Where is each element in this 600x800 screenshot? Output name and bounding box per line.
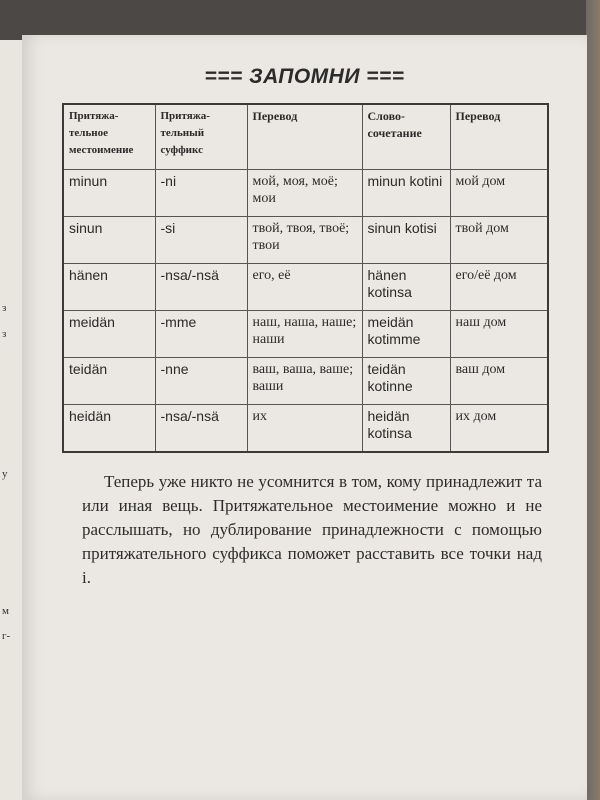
background-right-edge: [586, 0, 600, 800]
left-page-fragment: у: [2, 468, 8, 480]
left-page-fragment: г-: [2, 630, 11, 642]
cell-phrase: hänen kotinsa: [362, 264, 450, 311]
cell-phrase-translation: наш дом: [450, 311, 548, 358]
header-phrase-translation: Перевод: [450, 104, 548, 170]
left-page-edge: [0, 40, 23, 800]
cell-translation: ваш, ваша, ваше; ваши: [247, 358, 362, 405]
cell-translation: их: [247, 405, 362, 453]
cell-translation: его, её: [247, 264, 362, 311]
cell-pronoun: minun: [63, 170, 155, 217]
cell-phrase: heidän kotinsa: [362, 405, 450, 453]
cell-pronoun: teidän: [63, 358, 155, 405]
header-pronoun: Притяжа-тельное местоимение: [63, 104, 155, 170]
book-page: [22, 35, 587, 800]
cell-pronoun: sinun: [63, 217, 155, 264]
table-header-row: [63, 104, 548, 170]
table-row: [63, 264, 548, 311]
header-suffix: Притяжа-тельный суффикс: [155, 104, 247, 170]
possessive-table: [62, 103, 549, 453]
header-phrase: Слово-сочетание: [362, 104, 450, 170]
cell-pronoun: meidän: [63, 311, 155, 358]
left-page-fragment: з: [2, 302, 7, 314]
cell-phrase-translation: его/её дом: [450, 264, 548, 311]
cell-phrase: meidän kotimme: [362, 311, 450, 358]
cell-suffix: -nne: [155, 358, 247, 405]
cell-suffix: -si: [155, 217, 247, 264]
table-row: [63, 311, 548, 358]
cell-suffix: -mme: [155, 311, 247, 358]
cell-phrase: teidän kotinne: [362, 358, 450, 405]
body-paragraph: Теперь уже никто не усомнится в том, кому принадлежит та или иная вещь. Притяжательное местоимение можно и не расслышать, но дублирование принадлежности с помощью притяжательного суффикса поможет расставить все точки над i.: [82, 472, 542, 587]
cell-suffix: -ni: [155, 170, 247, 217]
left-page-fragment: з: [2, 328, 7, 340]
cell-suffix: -nsa/-nsä: [155, 405, 247, 453]
table-row: [63, 405, 548, 453]
header-translation: Перевод: [247, 104, 362, 170]
table-row: [63, 358, 548, 405]
cell-phrase-translation: их дом: [450, 405, 548, 453]
cell-phrase: minun kotini: [362, 170, 450, 217]
cell-phrase-translation: мой дом: [450, 170, 548, 217]
background-top: [0, 0, 600, 40]
table-row: [63, 170, 548, 217]
cell-translation: мой, моя, моё; мои: [247, 170, 362, 217]
cell-phrase: sinun kotisi: [362, 217, 450, 264]
left-page-fragment: м: [2, 605, 9, 617]
cell-pronoun: heidän: [63, 405, 155, 453]
cell-phrase-translation: твой дом: [450, 217, 548, 264]
cell-suffix: -nsa/-nsä: [155, 264, 247, 311]
section-heading: === ЗАПОМНИ ===: [204, 65, 405, 88]
cell-translation: твой, твоя, твоё; твои: [247, 217, 362, 264]
cell-pronoun: hänen: [63, 264, 155, 311]
table-row: [63, 217, 548, 264]
cell-phrase-translation: ваш дом: [450, 358, 548, 405]
cell-translation: наш, наша, наше; наши: [247, 311, 362, 358]
